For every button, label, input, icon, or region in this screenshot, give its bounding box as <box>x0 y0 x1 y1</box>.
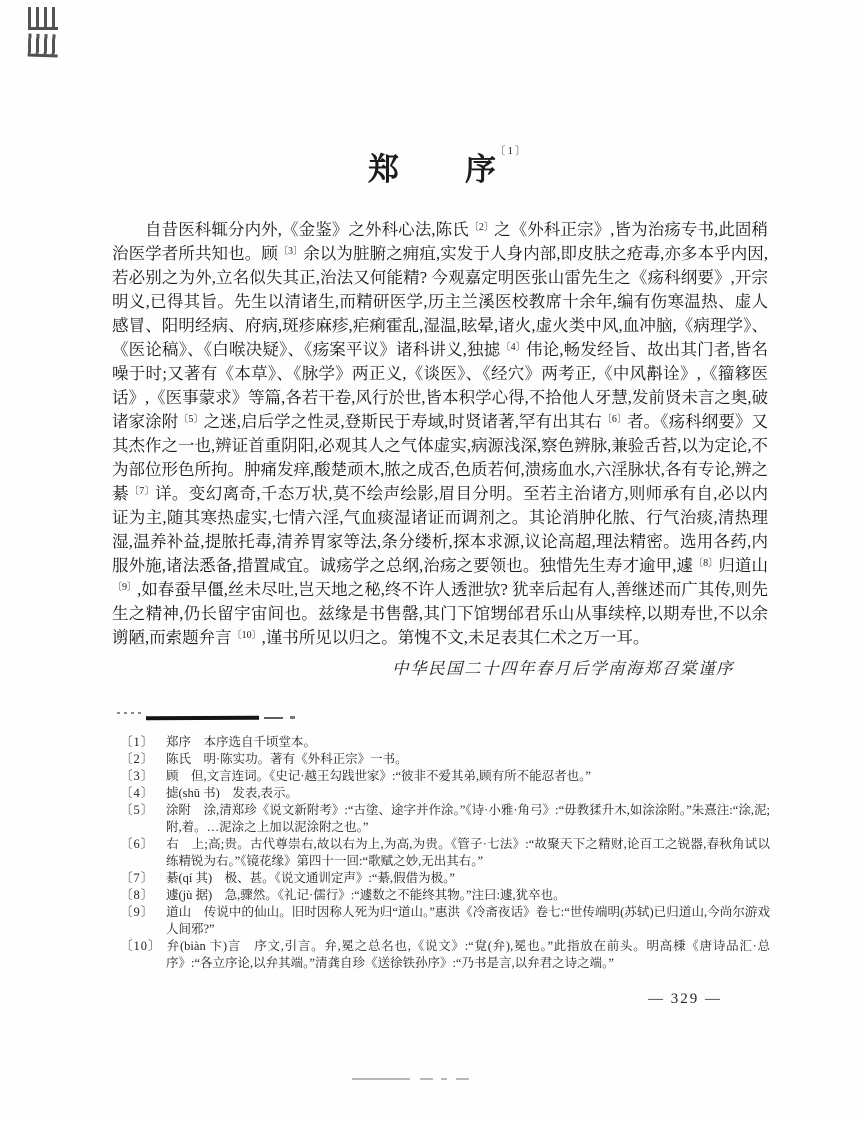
footnote-text: 綦(qí 其) 极、甚。《说文通训定声》:“綦,假借为极。” <box>166 871 455 885</box>
footnote-item <box>120 904 770 938</box>
footnote-divider-dot <box>290 716 295 719</box>
preface-body-paragraph <box>112 218 768 650</box>
scan-artifact-dash <box>441 1078 447 1080</box>
footnote-ref: 〔10〕 <box>231 629 262 641</box>
footnote-divider-dots <box>117 712 144 714</box>
footnote-label: 〔6〕 <box>120 837 155 851</box>
footnote-text: 道山 传说中的仙山。旧时因称人死为归“道山。”惠洪《冷斋夜话》卷七:“世传端明(苏轼)已归道山,今尚尔游戏人间邪?” <box>166 905 770 936</box>
footnote-ref: 〔5〕 <box>178 413 204 425</box>
footnote-ref: 〔3〕 <box>277 245 304 257</box>
footnote-item <box>120 887 770 904</box>
body-text-run: ,如春蚕早僵,丝未尽吐,岂天地之秘,终不许人透泄欤? 犹幸后起有人,善继述而广其传,则先生之精神,仍长留宇宙间也。兹缘是书售罄,其门下馆甥邰君乐山从事续梓,以期寿世,不以余谫陋,而索题弁言 <box>112 579 769 647</box>
footnote-label: 〔9〕 <box>120 905 155 919</box>
footnote-ref: 〔2〕 <box>468 221 495 233</box>
footnote-ref: 〔9〕 <box>112 581 138 593</box>
footnote-text: 弁(biàn 卞)言 序文,引言。弁,冕之总名也,《说文》:“覍(弁),冕也。”此指放在前头。明高棅《唐诗品汇·总序》:“各立序论,以弁其端。”清龚自珍《送徐铁孙序》:“乃书是言,以弁君之诗之端。” <box>166 939 770 970</box>
footnote-text: 遽(jù 据) 急,骤然。《礼记·儒行》:“遽数之不能终其物。”注曰:遽,犹卒也。 <box>166 888 566 902</box>
footnote-text: 郑序 本序选自千顷堂本。 <box>166 735 317 749</box>
footnote-item <box>120 785 770 802</box>
scan-artifact-dash <box>352 1078 410 1080</box>
title-footnote-ref: 〔1〕 <box>494 145 528 157</box>
body-text-run: 余以为脏腑之痈疽,实发于人身内部,即皮肤之疮毒,亦多本乎内因,若必别之为外,立名似失其正,治法又何能精? 今观嘉定明医张山雷先生之《疡科纲要》,开宗明义,已得其旨。先生以清诸生,而精研医学,历主兰溪医校教席十余年,编有伤寒温热、虚人感冒、阳明经病、府病,斑疹麻疹,疟痢霍乱,湿温,眩晕,诸火,虚火类中风,血冲脑,《病理学》、《医论稿》、《白喉决疑》、《疡案平议》诸科讲义,独摅 <box>112 243 769 359</box>
signature-line: 中华民国二十四年春月后学南海郑召棠谨序 <box>392 659 734 678</box>
footnote-ref: 〔6〕 <box>601 413 628 425</box>
ink-smudge-artifact <box>28 7 58 30</box>
footnote-text: 摅(shū 书) 发表,表示。 <box>166 786 298 800</box>
footnote-label: 〔3〕 <box>120 769 155 783</box>
ink-smudge-artifact <box>28 33 59 57</box>
footnote-text: 陈氏 明·陈实功。著有《外科正宗》一书。 <box>166 752 408 766</box>
body-text-run: 归道山 <box>718 555 769 575</box>
title-char-left: 郑 <box>368 152 401 187</box>
footnote-divider-rule <box>146 716 259 721</box>
footnote-text: 右 上;高;贵。古代尊崇右,故以右为上,为高,为贵。《管子·七法》:“故聚天下之精财,论百工之锐器,春秋角试以练精锐为右。”《镜花缘》第四十一回:“歌赋之妙,无出其右。” <box>166 837 770 868</box>
body-text-run: 详。变幻离奇,千态万状,莫不绘声绘影,眉目分明。至若主治诸方,则师承有自,必以内证为主,随其寒热虚实,七情六淫,气血痰湿诸证而调剂之。其论消肿化脓、行气治痰,清热理湿,温养补益,提脓托毒,清养胃家等法,条分缕析,探本求源,议论高超,理法精密。选用各药,内服外施,诸法悉备,措置咸宜。诚疡学之总纲,治疡之要领也。独惜先生寿才逾甲,遽 <box>112 483 769 575</box>
body-text-run: 之迷,启后学之性灵,登斯民于寿域,时贤诸著,罕有出其右 <box>203 411 602 431</box>
scan-artifact-dash <box>456 1078 469 1080</box>
footnote-item <box>120 938 770 972</box>
footnote-item <box>120 751 770 768</box>
body-text-run: 之《外科正宗》,皆为治疡专书,此固稍治医学者所共知也。顾 <box>112 219 769 263</box>
page-number: — 329 — <box>648 991 722 1007</box>
body-text-run: 伟论,畅发经旨、故出其门者,皆名噪于时;又著有《本草》、《脉学》两正义,《谈医》、《经穴》两考正,《中风斠诠》,《籀簃医话》,《医事蒙求》等篇,各若干卷,风行於世,皆本积学心得,不拾他人牙慧,发前贤未言之奥,破诸家涂附 <box>112 339 769 431</box>
footnote-label: 〔10〕 <box>120 939 162 953</box>
footnote-divider-dash <box>264 717 283 719</box>
body-text-run: ,谨书所见以归之。第愧不文,未足表其仁术之万一耳。 <box>261 627 650 647</box>
footnote-item <box>120 836 770 870</box>
scan-artifact-dash <box>420 1078 433 1080</box>
page-title <box>0 144 866 189</box>
title-char-right: 序 <box>465 152 498 187</box>
footnotes-section <box>120 734 770 972</box>
footnote-label: 〔4〕 <box>120 786 155 800</box>
footnote-text: 涂附 涂,清郑珍《说文新附考》:“古塗、途字并作涂。”《诗·小雅·角弓》:“毋教猱升木,如涂涂附。”朱熹注:“涂,泥;附,着。…泥涂之上加以泥涂附之也。” <box>166 803 770 834</box>
footnote-text: 顾 但,文言连词。《史记·越王勾践世家》:“彼非不爱其弟,顾有所不能忍者也。” <box>166 769 591 783</box>
footnote-item <box>120 734 770 751</box>
footnote-label: 〔7〕 <box>120 871 155 885</box>
footnote-item <box>120 870 770 887</box>
footnote-label: 〔5〕 <box>120 803 155 817</box>
footnote-label: 〔8〕 <box>120 888 155 902</box>
footnote-ref: 〔8〕 <box>693 557 719 569</box>
body-text-run: 自昔医科辄分内外,《金鉴》之外科心法,陈氏 <box>145 219 469 239</box>
footnote-label: 〔2〕 <box>120 752 155 766</box>
footnote-ref: 〔4〕 <box>500 341 526 353</box>
footnote-item <box>120 802 770 836</box>
body-text-run: 者。《疡科纲要》又其杰作之一也,辨证首重阴阳,必观其人之气体虚实,病源浅深,察色辨脉,兼验舌苔,以为定论,不为部位形色所拘。肿痛发痒,酸楚顽木,脓之成否,色质若何,溃疡血水,六淫脉状,各有专论,辨之綦 <box>112 411 769 503</box>
footnote-label: 〔1〕 <box>120 735 155 749</box>
footnote-item <box>120 768 770 785</box>
footnote-ref: 〔7〕 <box>128 485 156 497</box>
